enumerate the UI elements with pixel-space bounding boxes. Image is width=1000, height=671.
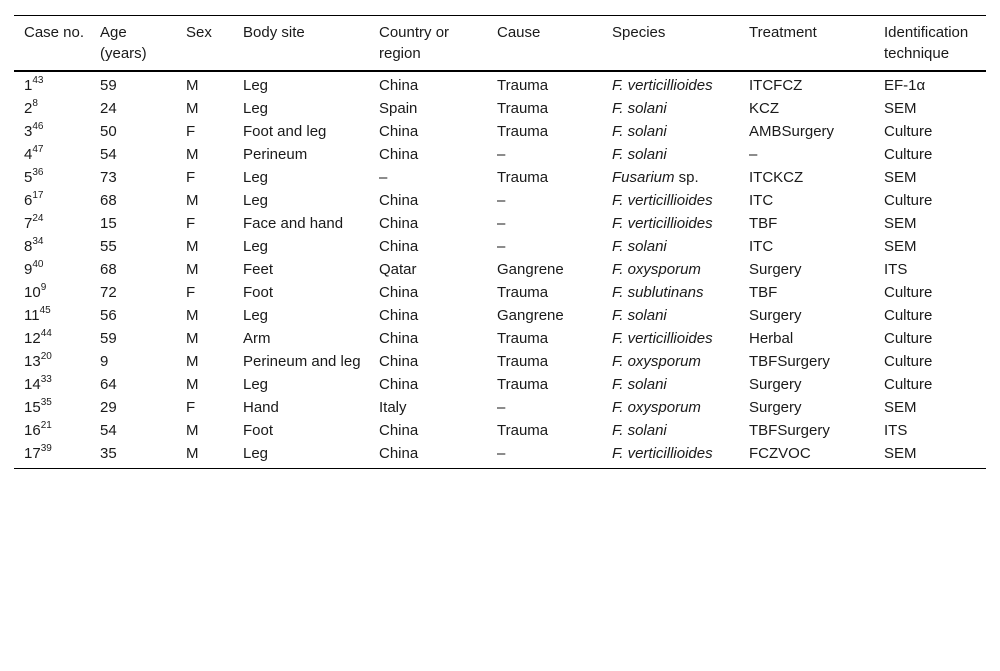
technique-cell: Culture	[884, 192, 933, 209]
species-cell	[602, 258, 739, 281]
technique-cell: Culture	[884, 284, 933, 301]
cause-cell: Trauma	[497, 284, 549, 301]
sex-cell: M	[186, 238, 199, 255]
case-number: 15	[24, 399, 41, 416]
sex-cell: M	[186, 261, 199, 278]
species-cell	[602, 120, 739, 143]
sex-cell: F	[186, 284, 196, 301]
species-name: F. solani	[612, 422, 667, 439]
treatment-cell: TBF	[749, 215, 778, 232]
case-cell	[14, 327, 90, 350]
case-cell	[14, 120, 90, 143]
case-number: 13	[24, 353, 41, 370]
table-row	[14, 166, 986, 189]
country-cell: China	[379, 146, 419, 163]
age-cell: 72	[100, 284, 117, 301]
case-number: 5	[24, 169, 33, 186]
age-cell: 59	[100, 77, 117, 94]
body-site-cell: Foot	[243, 422, 274, 439]
header-species: Species	[612, 24, 666, 41]
body-site-cell: Leg	[243, 238, 269, 255]
body-site-cell: Leg	[243, 192, 269, 209]
technique-cell: Culture	[884, 330, 933, 347]
body-site-cell: Leg	[243, 169, 269, 186]
cause-cell: Trauma	[497, 77, 549, 94]
country-cell: China	[379, 422, 419, 439]
sex-cell: F	[186, 169, 196, 186]
age-cell: 68	[100, 192, 117, 209]
technique-cell: SEM	[884, 399, 917, 416]
sex-cell: M	[186, 146, 199, 163]
reference-superscript: 40	[32, 259, 44, 270]
body-site-cell: Perineum	[243, 146, 308, 163]
species-name: F. verticillioides	[612, 192, 713, 209]
treatment-cell: ITC	[749, 238, 774, 255]
table-row	[14, 258, 986, 281]
age-cell: 54	[100, 146, 117, 163]
cause-cell: Gangrene	[497, 307, 564, 324]
age-cell: 54	[100, 422, 117, 439]
species-name: F. solani	[612, 376, 667, 393]
age-cell: 15	[100, 215, 117, 232]
reference-superscript: 20	[40, 351, 52, 362]
reference-superscript: 24	[32, 213, 44, 224]
treatment-cell: TBFSurgery	[749, 353, 830, 370]
cause-cell: –	[497, 192, 506, 209]
table-body	[14, 71, 986, 469]
species-cell	[602, 143, 739, 166]
case-cell	[14, 373, 90, 396]
reference-superscript: 8	[32, 98, 38, 109]
case-cell	[14, 212, 90, 235]
header-body-site: Body site	[243, 24, 305, 41]
sex-cell: M	[186, 353, 199, 370]
table-row	[14, 71, 986, 97]
technique-cell: SEM	[884, 215, 917, 232]
age-cell: 55	[100, 238, 117, 255]
age-cell: 29	[100, 399, 117, 416]
cause-cell: –	[497, 445, 506, 462]
case-number: 6	[24, 192, 33, 209]
cause-cell: –	[497, 146, 506, 163]
table-row	[14, 396, 986, 419]
header-case-no: Case no.	[24, 24, 85, 41]
country-cell: China	[379, 192, 419, 209]
cause-cell: Trauma	[497, 123, 549, 140]
header-cause: Cause	[497, 24, 541, 41]
country-cell: China	[379, 215, 419, 232]
species-cell	[602, 442, 739, 469]
sex-cell: M	[186, 422, 199, 439]
species-name: Fusarium	[612, 169, 675, 186]
sex-cell: M	[186, 77, 199, 94]
table-row	[14, 120, 986, 143]
technique-cell: EF-1α	[884, 77, 926, 94]
case-number: 11	[24, 307, 40, 324]
case-cell	[14, 97, 90, 120]
table-header	[14, 16, 986, 72]
cause-cell: Trauma	[497, 376, 549, 393]
sex-cell: F	[186, 399, 196, 416]
country-cell: China	[379, 445, 419, 462]
species-name: F. verticillioides	[612, 330, 713, 347]
case-number: 16	[24, 422, 41, 439]
body-site-cell: Leg	[243, 100, 269, 117]
sex-cell: M	[186, 192, 199, 209]
treatment-cell: KCZ	[749, 100, 779, 117]
treatment-cell: ITCKCZ	[749, 169, 804, 186]
species-name: F. solani	[612, 238, 667, 255]
reference-superscript: 47	[32, 144, 44, 155]
treatment-cell: Herbal	[749, 330, 794, 347]
body-site-cell: Foot	[243, 284, 274, 301]
species-cell	[602, 373, 739, 396]
case-cell	[14, 304, 90, 327]
body-site-cell: Perineum and leg	[243, 353, 361, 370]
species-name: F. oxysporum	[612, 353, 701, 370]
technique-cell: SEM	[884, 445, 917, 462]
reference-superscript: 39	[40, 443, 52, 454]
case-cell	[14, 281, 90, 304]
case-number: 1	[24, 77, 33, 94]
case-table	[14, 15, 986, 469]
species-name: F. sublutinans	[612, 284, 704, 301]
case-number: 17	[24, 445, 41, 462]
case-number: 14	[24, 376, 41, 393]
country-cell: China	[379, 238, 419, 255]
reference-superscript: 9	[40, 282, 47, 293]
age-cell: 64	[100, 376, 117, 393]
sex-cell: F	[186, 123, 196, 140]
species-suffix: sp.	[674, 169, 699, 186]
case-number: 10	[24, 284, 41, 301]
reference-superscript: 17	[32, 190, 44, 201]
species-cell	[602, 419, 739, 442]
species-name: F. solani	[612, 146, 667, 163]
case-cell	[14, 143, 90, 166]
technique-cell: Culture	[884, 146, 933, 163]
treatment-cell: Surgery	[749, 261, 802, 278]
country-cell: China	[379, 376, 419, 393]
country-cell: China	[379, 77, 419, 94]
technique-cell: Culture	[884, 123, 933, 140]
table-row	[14, 212, 986, 235]
technique-cell: ITS	[884, 422, 908, 439]
header-country: Country or region	[379, 24, 450, 62]
age-cell: 59	[100, 330, 117, 347]
species-cell	[602, 396, 739, 419]
technique-cell: SEM	[884, 238, 917, 255]
species-cell	[602, 97, 739, 120]
species-name: F. oxysporum	[612, 399, 701, 416]
species-name: F. oxysporum	[612, 261, 701, 278]
sex-cell: M	[186, 330, 199, 347]
country-cell: China	[379, 353, 419, 370]
table-row	[14, 419, 986, 442]
case-number: 8	[24, 238, 33, 255]
table-row	[14, 350, 986, 373]
case-number: 12	[24, 330, 41, 347]
case-cell	[14, 396, 90, 419]
age-cell: 9	[100, 353, 109, 370]
case-cell	[14, 350, 90, 373]
reference-superscript: 45	[39, 305, 51, 316]
header-row	[14, 16, 986, 72]
technique-cell: Culture	[884, 307, 933, 324]
treatment-cell: TBF	[749, 284, 778, 301]
species-name: F. solani	[612, 123, 667, 140]
species-name: F. verticillioides	[612, 445, 713, 462]
reference-superscript: 35	[40, 397, 52, 408]
species-cell	[602, 71, 739, 97]
case-number: 3	[24, 123, 33, 140]
cause-cell: –	[497, 399, 506, 416]
cause-cell: Trauma	[497, 330, 549, 347]
cause-cell: –	[497, 215, 506, 232]
country-cell: Italy	[379, 399, 407, 416]
cause-cell: Trauma	[497, 169, 549, 186]
body-site-cell: Face and hand	[243, 215, 344, 232]
cause-cell: Trauma	[497, 422, 549, 439]
species-name: F. verticillioides	[612, 77, 713, 94]
treatment-cell: Surgery	[749, 307, 802, 324]
country-cell: China	[379, 284, 419, 301]
cause-cell: –	[497, 238, 506, 255]
species-name: F. solani	[612, 100, 667, 117]
species-cell	[602, 281, 739, 304]
species-name: F. verticillioides	[612, 215, 713, 232]
case-cell	[14, 166, 90, 189]
reference-superscript: 34	[32, 236, 44, 247]
technique-cell: SEM	[884, 169, 917, 186]
case-cell	[14, 71, 90, 97]
case-table-container	[14, 15, 986, 469]
reference-superscript: 44	[40, 328, 52, 339]
body-site-cell: Leg	[243, 376, 269, 393]
table-row	[14, 327, 986, 350]
technique-cell: Culture	[884, 376, 933, 393]
technique-cell: ITS	[884, 261, 908, 278]
table-row	[14, 373, 986, 396]
case-cell	[14, 419, 90, 442]
table-row	[14, 442, 986, 469]
treatment-cell: –	[749, 146, 758, 163]
table-row	[14, 304, 986, 327]
body-site-cell: Leg	[243, 77, 269, 94]
cause-cell: Trauma	[497, 353, 549, 370]
body-site-cell: Hand	[243, 399, 279, 416]
age-cell: 68	[100, 261, 117, 278]
case-cell	[14, 235, 90, 258]
age-cell: 73	[100, 169, 117, 186]
treatment-cell: Surgery	[749, 376, 802, 393]
technique-cell: Culture	[884, 353, 933, 370]
treatment-cell: TBFSurgery	[749, 422, 830, 439]
table-row	[14, 97, 986, 120]
case-number: 9	[24, 261, 33, 278]
table-row	[14, 143, 986, 166]
case-number: 2	[24, 100, 33, 117]
body-site-cell: Foot and leg	[243, 123, 327, 140]
reference-superscript: 21	[40, 420, 52, 431]
species-name: F. solani	[612, 307, 667, 324]
treatment-cell: ITCFCZ	[749, 77, 803, 94]
species-cell	[602, 327, 739, 350]
country-cell: –	[379, 169, 388, 186]
table-row	[14, 281, 986, 304]
header-sex: Sex	[186, 24, 212, 41]
treatment-cell: Surgery	[749, 399, 802, 416]
age-cell: 50	[100, 123, 117, 140]
case-number: 4	[24, 146, 33, 163]
sex-cell: F	[186, 215, 196, 232]
reference-superscript: 36	[32, 167, 44, 178]
header-age: Age (years)	[100, 24, 147, 62]
sex-cell: M	[186, 307, 199, 324]
case-cell	[14, 258, 90, 281]
sex-cell: M	[186, 376, 199, 393]
body-site-cell: Arm	[243, 330, 271, 347]
header-technique: Identification technique	[884, 24, 969, 62]
country-cell: China	[379, 330, 419, 347]
species-cell	[602, 212, 739, 235]
species-cell	[602, 304, 739, 327]
species-cell	[602, 350, 739, 373]
sex-cell: M	[186, 445, 199, 462]
case-cell	[14, 442, 90, 469]
table-row	[14, 189, 986, 212]
country-cell: Spain	[379, 100, 418, 117]
country-cell: China	[379, 123, 419, 140]
body-site-cell: Leg	[243, 307, 269, 324]
treatment-cell: ITC	[749, 192, 774, 209]
cause-cell: Gangrene	[497, 261, 564, 278]
table-row	[14, 235, 986, 258]
species-cell	[602, 189, 739, 212]
sex-cell: M	[186, 100, 199, 117]
body-site-cell: Leg	[243, 445, 269, 462]
cause-cell: Trauma	[497, 100, 549, 117]
country-cell: Qatar	[379, 261, 417, 278]
species-cell	[602, 166, 739, 189]
case-cell	[14, 189, 90, 212]
reference-superscript: 33	[40, 374, 52, 385]
body-site-cell: Feet	[243, 261, 274, 278]
case-number: 7	[24, 215, 33, 232]
reference-superscript: 43	[32, 75, 44, 86]
age-cell: 56	[100, 307, 117, 324]
header-treatment: Treatment	[749, 24, 817, 41]
age-cell: 35	[100, 445, 117, 462]
country-cell: China	[379, 307, 419, 324]
treatment-cell: FCZVOC	[749, 445, 811, 462]
treatment-cell: AMBSurgery	[749, 123, 835, 140]
species-cell	[602, 235, 739, 258]
technique-cell: SEM	[884, 100, 917, 117]
reference-superscript: 46	[32, 121, 44, 132]
age-cell: 24	[100, 100, 117, 117]
